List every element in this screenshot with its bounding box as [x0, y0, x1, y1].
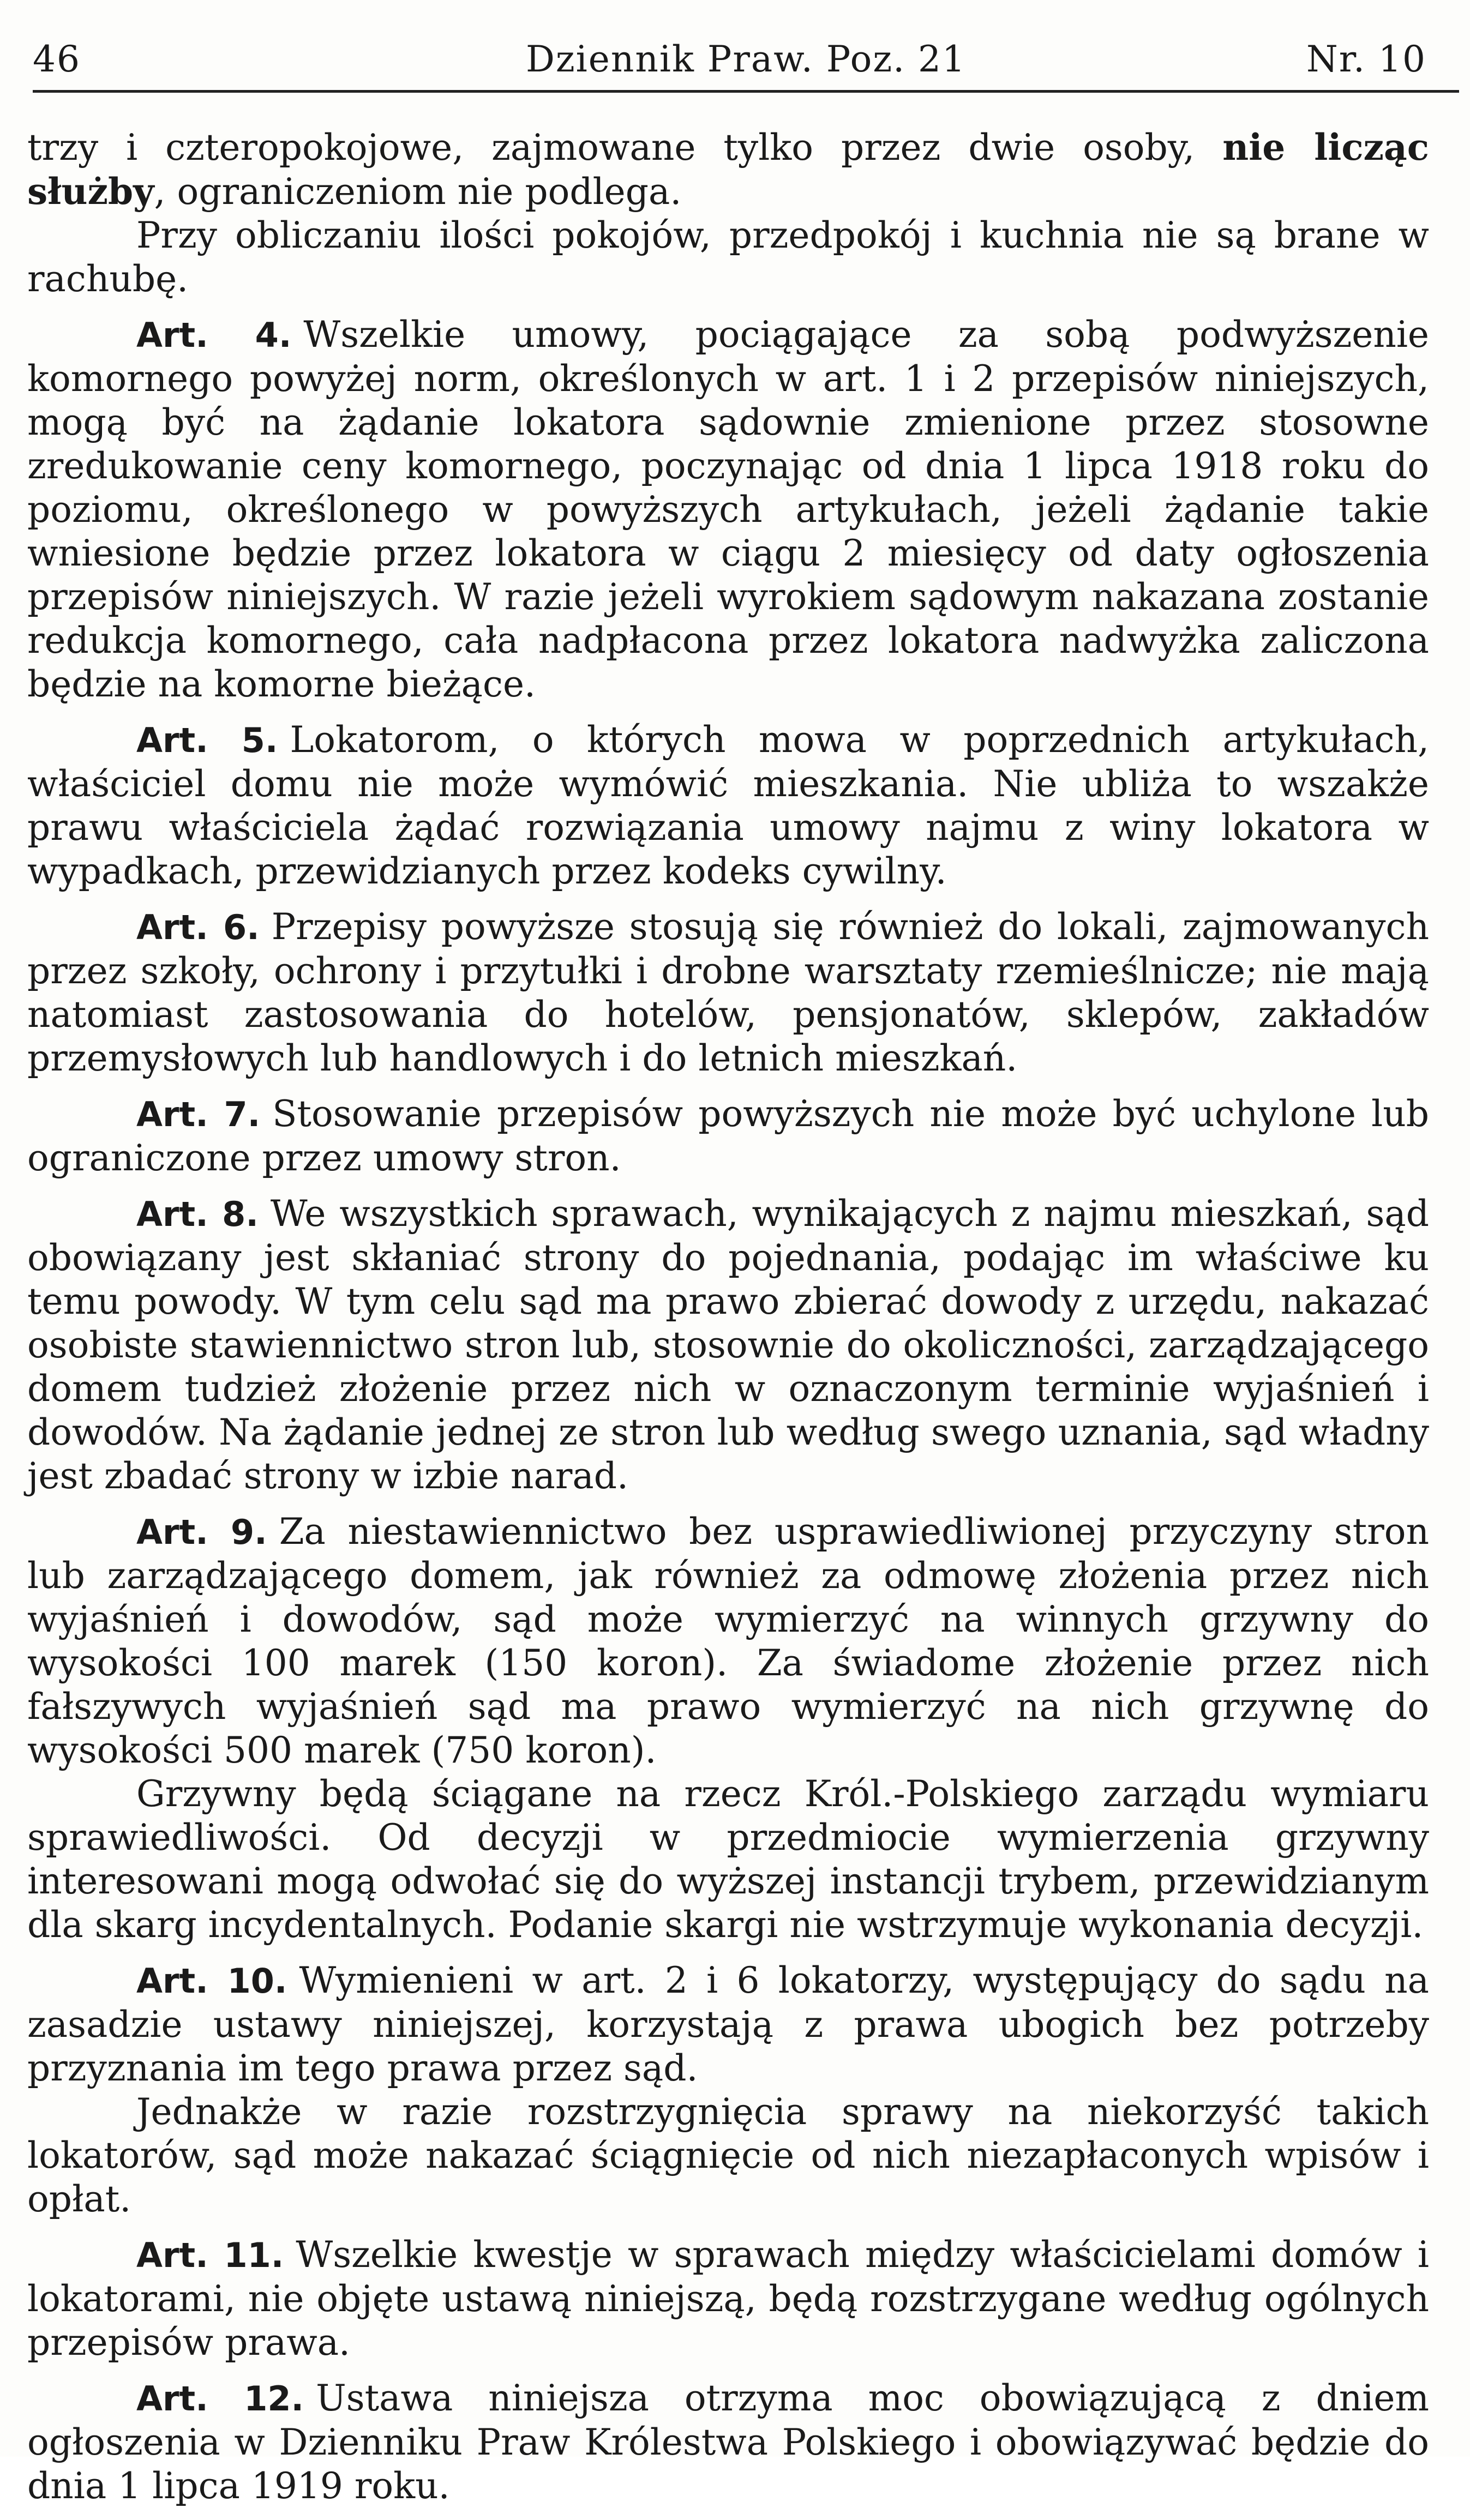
article-text: Wszelkie umowy, pociągające za sobą podwyższenie komornego powyżej norm, określonych w art. 1 i 2 przepisów niniejszych, mogą być na żądanie lokatora sądownie zmienione przez stosowne zredukowanie ceny komornego, poczynając od dnia 1 lipca 1918 roku do poziomu, określonego w powyższych artykułach, jeżeli żądanie takie wniesione będzie przez lokatora w ciągu 2 miesięcy od daty ogłoszenia przepisów niniejszych. W razie jeżeli wyrokiem sądowym nakazana zostanie redukcja komornego, cała nadpłacona przez lokatora nadwyżka zaliczona będzie na komorne bieżące. [27, 314, 1429, 705]
article-label: Art. 6. [136, 907, 260, 947]
article-6 [27, 905, 1429, 1080]
page-header [33, 22, 1459, 93]
article-4 [27, 313, 1429, 706]
intro-paragraph-2: Przy obliczaniu ilości pokojów, przedpokój i kuchnia nie są brane w rachubę. [27, 214, 1429, 300]
intro-text-bold: nie licząc służby [27, 126, 1429, 213]
article-text: Ustawa niniejsza otrzyma moc obowiązującą z dniem ogłoszenia w Dzienniku Praw Królestwa Polskiego i obowiązywać będzie do dnia 1 lipca 1919 roku. [27, 2377, 1429, 2507]
article-7 [27, 1092, 1429, 1180]
intro-text-end: , ograniczeniom nie podlega. [154, 171, 682, 213]
article-12 [27, 2377, 1429, 2508]
article-9 [27, 1510, 1429, 1772]
article-10 [27, 1959, 1429, 2090]
article-text: Przepisy powyższe stosują się również do lokali, zajmowanych przez szkoły, ochrony i przytułki i drobne warsztaty rzemieślnicze; nie mają natomiast zastosowania do hotelów, pensjonatów, sklepów, zakładów przemysłowych lub handlowych i do letnich mieszkań. [27, 906, 1429, 1079]
article-label: Art. 7. [136, 1094, 261, 1134]
article-text: We wszystkich sprawach, wynikających z najmu mieszkań, sąd obowiązany jest skłaniać strony do pojednania, podając im właściwe ku temu powody. W tym celu sąd ma prawo zbierać dowody z urzędu, nakazać osobiste stawiennictwo stron lub, stosownie do okoliczności, zarządzającego domem tudzież złożenie przez nich w oznaczonym terminie wyjaśnień i dowodów. Na żądanie jednej ze stron lub według swego uznania, sąd władny jest zbadać strony w izbie narad. [27, 1193, 1429, 1497]
intro-text-start: trzy i czteropokojowe, zajmowane tylko przez dwie osoby, [27, 127, 1223, 169]
article-label: Art. 10. [136, 1961, 287, 2001]
article-text: Wszelkie kwestje w sprawach między właścicielami domów i lokatorami, nie objęte ustawą niniejszą, będą rozstrzygane według ogólnych przepisów prawa. [27, 2234, 1430, 2363]
article-text: Stosowanie przepisów powyższych nie może być uchylone lub ograniczone przez umowy stron. [27, 1093, 1429, 1179]
journal-title: Dziennik Praw. Poz. 21 [525, 38, 967, 80]
article-label: Art. 11. [136, 2235, 284, 2275]
article-label: Art. 9. [136, 1512, 267, 1552]
article-text: Lokatorom, o których mowa w poprzednich artykułach, właściciel domu nie może wymówić mieszkania. Nie ubliża to wszakże prawu właściciela żądać rozwiązania umowy najmu z winy lokatora w wypadkach, przewidzianych przez kodeks cywilny. [27, 719, 1429, 892]
article-9-continuation: Grzywny będą ściągane na rzecz Król.-Polskiego zarządu wymiaru sprawiedliwości. Od decyzji w przedmiocie wymierzenia grzywny interesowani mogą odwołać się do wyższej instancji trybem, przewidzianym dla skarg incydentalnych. Podanie skargi nie wstrzymuje wykonania decyzji. [27, 1773, 1429, 1946]
article-10-continuation: Jednakże w razie rozstrzygnięcia sprawy na niekorzyść takich lokatorów, sąd może nakazać ściągnięcie od nich niezapłaconych wpisów i opłat. [27, 2091, 1429, 2220]
article-5 [27, 718, 1429, 893]
article-label: Art. 8. [136, 1194, 259, 1234]
article-label: Art. 12. [136, 2379, 304, 2419]
article-label: Art. 5. [136, 720, 278, 760]
article-text: Wymienieni w art. 2 i 6 lokatorzy, występujący do sądu na zasadzie ustawy niniejszej, korzystają z prawa ubogich bez potrzeby przyznania im tego prawa przez sąd. [27, 1959, 1430, 2089]
document-body [27, 125, 1429, 2520]
article-label: Art. 4. [136, 315, 292, 355]
article-text: Za niestawiennictwo bez usprawiedliwionej przyczyny stron lub zarządzającego domem, jak również za odmowę złożenia przez nich wyjaśnień i dowodów, sąd może wymierzyć na winnych grzywny do wysokości 100 marek (150 koron). Za świadome złożenie przez nich fałszywych wyjaśnień sąd ma prawo wymierzyć na nich grzywnę do wysokości 500 marek (750 koron). [27, 1511, 1429, 1771]
issue-number: Nr. 10 [1306, 38, 1426, 80]
page-number: 46 [33, 38, 81, 80]
intro-paragraph [27, 125, 1429, 214]
article-8 [27, 1192, 1429, 1498]
article-11 [27, 2233, 1429, 2365]
